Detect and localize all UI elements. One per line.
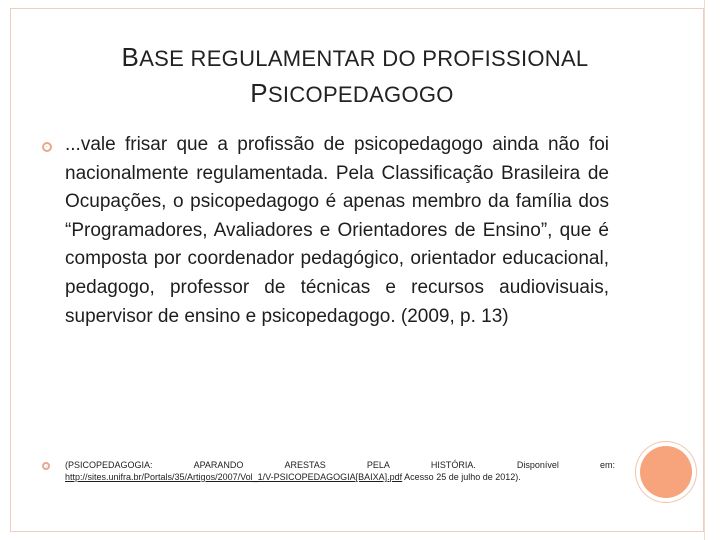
title-rest-1: ASE REGULAMENTAR DO PROFISSIONAL xyxy=(139,46,589,71)
reference-link[interactable]: http://sites.unifra.br/Portals/35/Artigos/2007/Vol_1/V-PSICOPEDAGOGIA[BAIXA].pdf xyxy=(65,472,403,482)
reference-citation xyxy=(65,459,615,483)
ref-word: em: xyxy=(599,460,615,470)
reference-access: Acesso 25 de julho de 2012). xyxy=(402,472,521,482)
slide-title-line1 xyxy=(0,42,715,73)
ref-word: PELA xyxy=(366,460,390,470)
title-initial-p: P xyxy=(250,78,268,108)
ref-word: Disponível xyxy=(516,460,559,470)
reference-line2 xyxy=(65,471,615,483)
title-initial-b: B xyxy=(121,42,140,72)
quote-paragraph: ...vale frisar que a profissão de psicopedagogo ainda não foi nacionalmente regulamentada. Pela Classificação Brasileira de Ocupações, o psicopedagogo é apenas membro da família dos “Programadores, Avaliadores e Orientadores de Ensino”, que é composta por coordenador pedagógico, orientador educacional, pedagogo, professor de técnicas e recursos audiovisuais, supervisor de ensino e psicopedagogo. (2009, p. 13) xyxy=(65,134,609,327)
circle-decoration xyxy=(640,446,692,498)
ring-bullet-icon xyxy=(42,142,52,152)
ref-word: APARANDO xyxy=(193,460,244,470)
ref-word: ARESTAS xyxy=(284,460,326,470)
ref-word: (PSICOPEDAGOGIA: xyxy=(65,460,153,470)
ring-bullet-icon xyxy=(42,462,50,470)
ref-word: HISTÓRIA. xyxy=(430,460,476,470)
slide-title-line2 xyxy=(0,78,712,109)
title-rest-2: SICOPEDAGOGO xyxy=(267,82,454,107)
reference-line1 xyxy=(65,459,615,471)
